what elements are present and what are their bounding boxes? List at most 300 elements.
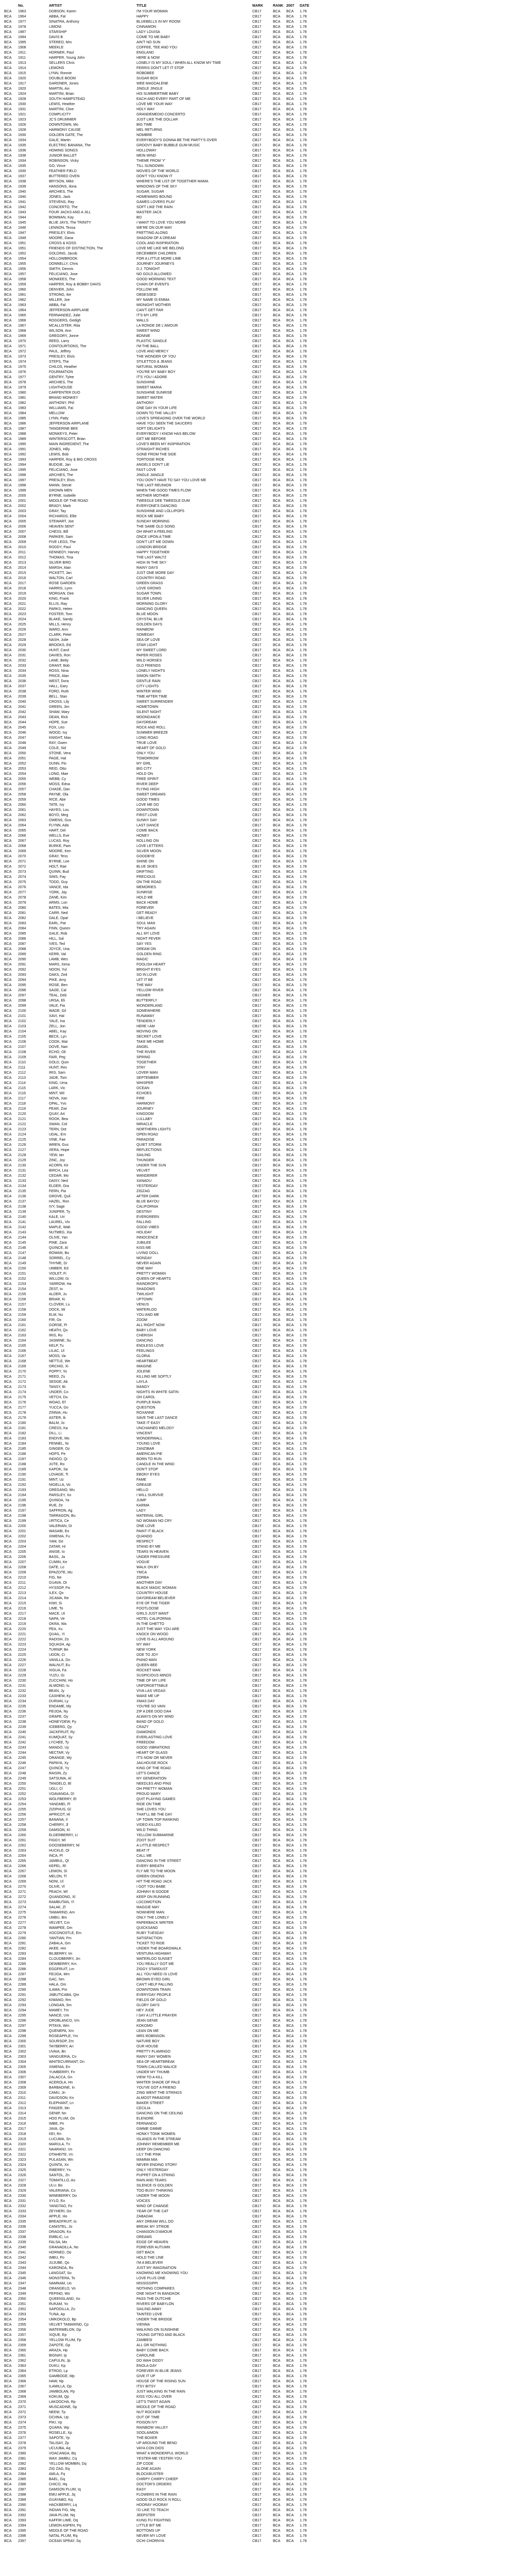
cell-artist: QUINCE, Al [49, 1246, 68, 1250]
cell-artist: JC'S DRUMMER [49, 118, 77, 122]
cell-date: 1.78 [300, 1458, 307, 1461]
cell-mark: CB17 [252, 2112, 262, 2115]
cell-no: 1968 [18, 329, 26, 333]
cell-title: SPRING [136, 1056, 150, 1059]
cell-date: 1.78 [300, 2086, 307, 2090]
cell-year: BCA [286, 195, 294, 199]
cell-year: BCA [286, 92, 294, 96]
table-row [4, 1313, 514, 1318]
cell-label: BCA [4, 1282, 12, 1286]
cell-no: 2077 [18, 891, 26, 894]
cell-label: BCA [4, 2029, 12, 2033]
cell-rank: BCA [273, 36, 281, 39]
cell-label: BCA [4, 2472, 12, 2476]
cell-year: BCA [286, 2318, 294, 2321]
cell-title: FOREVER [136, 906, 154, 910]
cell-label: BCA [4, 453, 12, 456]
cell-rank: BCA [273, 690, 281, 693]
cell-rank: BCA [273, 1998, 281, 2002]
cell-title: VENUS [136, 1303, 149, 1307]
cell-title: YESTER-ME YESTER-YOU [136, 2457, 182, 2461]
cell-artist: CAPULIN, Jp [49, 2359, 71, 2363]
cell-mark: CB17 [252, 123, 262, 127]
cell-label: BCA [4, 2148, 12, 2151]
cell-no: 2248 [18, 1772, 26, 1775]
table-row [4, 1570, 514, 1575]
cell-title: MAMMA MIA [136, 2158, 158, 2162]
cell-rank: BCA [273, 2261, 281, 2265]
cell-artist: CROSS & KOSS [49, 242, 76, 245]
cell-year: BCA [286, 860, 294, 863]
table-row [4, 1426, 514, 1431]
cell-artist: OLIVE, Vl [49, 1885, 65, 1889]
cell-date: 1.78 [300, 2127, 307, 2131]
cell-rank: BCA [273, 2308, 281, 2311]
cell-artist: PINE, Zara [49, 1241, 67, 1245]
cell-year: BCA [286, 499, 294, 503]
cell-artist: ROOK, Bea [49, 1117, 68, 1121]
cell-artist: KALE, Uri [49, 1215, 65, 1219]
cell-artist: DOVE, Nan [49, 1045, 68, 1049]
cell-rank: BCA [273, 1488, 281, 1492]
cell-date: 1.78 [300, 370, 307, 374]
cell-title: LADY [136, 1509, 146, 1513]
table-row [4, 360, 514, 365]
cell-label: BCA [4, 1499, 12, 1502]
cell-title: LONELY IS MY SOUL / WHEN ALL KNOW MY TIME [136, 61, 221, 65]
cell-date: 1.78 [300, 453, 307, 456]
cell-rank: BCA [273, 1653, 281, 1657]
cell-no: 2348 [18, 2287, 26, 2291]
cell-year: BCA [286, 2163, 294, 2167]
cell-mark: CB17 [252, 1056, 262, 1059]
cell-date: 1.78 [300, 1432, 307, 1435]
cell-year: BCA [286, 1607, 294, 1611]
cell-rank: BCA [273, 808, 281, 812]
cell-rank: BCA [273, 2256, 281, 2260]
cell-artist: PARKER, Sam [49, 535, 73, 539]
cell-title: CRYSTAL BLUE [136, 618, 163, 621]
cell-artist: WALTON, Carl [49, 577, 73, 580]
table-row [4, 1091, 514, 1096]
cell-date: 1.78 [300, 690, 307, 693]
cell-label: BCA [4, 473, 12, 477]
cell-rank: BCA [273, 1478, 281, 1482]
cell-artist: FRIENDS OF DISTINCTION, The [49, 247, 103, 250]
cell-label: BCA [4, 566, 12, 570]
cell-mark: CB17 [252, 2065, 262, 2069]
cell-title: JOURNEY JOURNEYS [136, 262, 175, 266]
cell-rank: BCA [273, 1251, 281, 1255]
cell-mark: CB17 [252, 2452, 262, 2455]
cell-title: DANCING IN THE STREET [136, 1859, 181, 1863]
cell-artist: STARSHIP [49, 30, 67, 34]
cell-rank: BCA [273, 236, 281, 240]
cell-date: 1.78 [300, 2153, 307, 2157]
cell-label: BCA [4, 1901, 12, 1904]
cell-label: BCA [4, 1056, 12, 1059]
cell-no: 2265 [18, 1859, 26, 1863]
table-row [4, 76, 514, 81]
table-row [4, 1493, 514, 1498]
cell-title: FREE SPIRIT [136, 777, 159, 781]
cell-label: BCA [4, 850, 12, 853]
cell-no: 1958 [18, 278, 26, 281]
cell-title: EYE OF THE TIGER [136, 1602, 170, 1605]
cell-rank: BCA [273, 1282, 281, 1286]
cell-title: GLORY DAYS [136, 2004, 160, 2007]
cell-mark: CB17 [252, 1756, 262, 1760]
cell-label: BCA [4, 834, 12, 838]
cell-label: BCA [4, 1030, 12, 1033]
table-row [4, 2235, 514, 2240]
cell-label: BCA [4, 226, 12, 230]
table-row [4, 1575, 514, 1581]
cell-artist: TOMATILLO, Ao [49, 2179, 76, 2182]
cell-artist: ENDAME, My [49, 1705, 72, 1708]
table-row [4, 1483, 514, 1488]
cell-mark: CB17 [252, 257, 262, 261]
cell-year: BCA [286, 1854, 294, 1858]
cell-label: BCA [4, 2261, 12, 2265]
cell-title: LET IT BE [136, 978, 153, 982]
cell-artist: HOG PLUM, On [49, 2117, 75, 2121]
cell-no: 2292 [18, 1998, 26, 2002]
table-row [4, 1436, 514, 1442]
cell-rank: BCA [273, 1226, 281, 1229]
cell-date: 1.78 [300, 922, 307, 925]
table-row [4, 45, 514, 50]
cell-no: 2293 [18, 2004, 26, 2007]
cell-artist: MAPLE, Walt [49, 1226, 71, 1229]
cell-title: FOREVER IN BLUE JEANS [136, 2369, 182, 2373]
cell-date: 1.78 [300, 1926, 307, 1930]
cell-date: 1.78 [300, 1988, 307, 1992]
cell-rank: BCA [273, 448, 281, 451]
cell-date: 1.78 [300, 1942, 307, 1945]
cell-label: BCA [4, 1761, 12, 1765]
cell-date: 1.78 [300, 1998, 307, 2002]
cell-label: BCA [4, 2539, 12, 2543]
cell-title: DOWNTOWN TRAIN [136, 1988, 171, 1992]
cell-mark: CB17 [252, 906, 262, 910]
table-row [4, 2431, 514, 2436]
cell-mark: CB17 [252, 412, 262, 415]
cell-artist: NONI, Ul [49, 1880, 63, 1884]
cell-no: 2144 [18, 1236, 26, 1240]
cell-artist: ZELL, Jon [49, 1025, 65, 1028]
cell-label: BCA [4, 242, 12, 245]
cell-title: KNOCK ON WOOD [136, 1633, 168, 1636]
table-row [4, 2302, 514, 2307]
cell-label: BCA [4, 2462, 12, 2466]
cell-year: BCA [286, 1365, 294, 1368]
cell-title: LAST DANCE [136, 824, 159, 827]
cell-date: 1.78 [300, 2364, 307, 2368]
cell-artist: OLIVE, Yan [49, 1236, 68, 1240]
cell-mark: CB17 [252, 1221, 262, 1224]
cell-year: BCA [286, 932, 294, 936]
cell-title: JUST LIKE THE DOLLAR [136, 118, 178, 122]
cell-mark: CB17 [252, 72, 262, 75]
cell-mark: CB17 [252, 1324, 262, 1327]
table-row [4, 761, 514, 767]
cell-artist: RICHARDS, Ellie [49, 515, 77, 518]
cell-artist: LIME, To [49, 1607, 63, 1611]
cell-rank: BCA [273, 87, 281, 91]
cell-no: 2236 [18, 1710, 26, 1714]
cell-artist: MARTIN, Avi [49, 87, 70, 91]
cell-label: BCA [4, 1854, 12, 1858]
cell-rank: BCA [273, 1123, 281, 1126]
table-row [4, 901, 514, 906]
cell-label: BCA [4, 1555, 12, 1559]
cell-year: BCA [286, 880, 294, 884]
cell-title: ON THE ROAD [136, 880, 162, 884]
cell-year: BCA [286, 288, 294, 292]
cell-artist: URTICA, Ce [49, 1519, 69, 1523]
cell-artist: WILLIAMS, Fai [49, 406, 74, 410]
table-row [4, 705, 514, 710]
cell-title: GOOD TIMES [136, 798, 160, 802]
cell-year: BCA [286, 1148, 294, 1152]
cell-title: WONDERLAND [136, 1004, 163, 1008]
cell-rank: BCA [273, 1715, 281, 1719]
cell-year: BCA [286, 2380, 294, 2383]
cell-artist: SMITH, Dennis [49, 267, 74, 271]
table-row [4, 1246, 514, 1251]
cell-year: BCA [286, 319, 294, 323]
cell-title: NATURE BOY [136, 2040, 160, 2043]
cell-no: 2217 [18, 1612, 26, 1616]
cell-rank: BCA [273, 906, 281, 910]
cell-mark: CB17 [252, 2292, 262, 2296]
cell-date: 1.78 [300, 911, 307, 915]
cell-rank: BCA [273, 2509, 281, 2512]
cell-artist: JACKFRUIT, Ry [49, 1731, 75, 1734]
table-row [4, 1684, 514, 1689]
cell-artist: WAMPEE, Dm [49, 1926, 73, 1930]
cell-year: BCA [286, 1545, 294, 1549]
cell-no: 2270 [18, 1885, 26, 1889]
cell-no: 2396 [18, 2534, 26, 2538]
cell-mark: CB17 [252, 2251, 262, 2255]
cell-artist: XAVI, Hal [49, 1014, 64, 1018]
cell-year: BCA [286, 103, 294, 106]
cell-no: 2142 [18, 1226, 26, 1229]
cell-date: 1.78 [300, 87, 307, 91]
cell-mark: CB17 [252, 319, 262, 323]
cell-mark: CB17 [252, 1231, 262, 1234]
cell-date: 1.78 [300, 1875, 307, 1878]
cell-mark: CB17 [252, 1040, 262, 1044]
cell-mark: CB17 [252, 1504, 262, 1507]
table-row [4, 519, 514, 524]
cell-artist: JOYCE, Una [49, 947, 70, 951]
cell-date: 1.78 [300, 2065, 307, 2069]
table-row [4, 2286, 514, 2292]
cell-rank: BCA [273, 1524, 281, 1528]
cell-no: 2301 [18, 2045, 26, 2048]
cell-year: BCA [286, 772, 294, 776]
cell-title: WALK ON BY [136, 1566, 159, 1569]
cell-year: BCA [286, 1777, 294, 1781]
cell-rank: BCA [273, 1190, 281, 1193]
cell-no: 1961 [18, 293, 26, 297]
cell-rank: BCA [273, 2004, 281, 2007]
cell-date: 1.78 [300, 1782, 307, 1786]
cell-date: 1.78 [300, 360, 307, 364]
cell-mark: CB17 [252, 1334, 262, 1337]
cell-date: 1.78 [300, 2009, 307, 2012]
cell-label: BCA [4, 1612, 12, 1616]
cell-artist: LARK, Vic [49, 1087, 65, 1090]
cell-no: 1934 [18, 159, 26, 163]
table-row [4, 849, 514, 854]
table-row [4, 2292, 514, 2297]
cell-rank: BCA [273, 1617, 281, 1621]
cell-date: 1.78 [300, 1962, 307, 1966]
cell-title: BROWN EYED GIRL [136, 1978, 171, 1981]
cell-label: BCA [4, 1045, 12, 1049]
cell-label: BCA [4, 2014, 12, 2018]
cell-artist: YALE, Ina [49, 1020, 65, 1023]
cell-label: BCA [4, 690, 12, 693]
cell-rank: BCA [273, 1669, 281, 1672]
cell-rank: BCA [273, 582, 281, 585]
column-mark: MARK [252, 4, 263, 8]
cell-no: 2283 [18, 1952, 26, 1956]
cell-artist: CONCERTO, The [49, 206, 78, 209]
cell-mark: CB17 [252, 1803, 262, 1806]
table-row [4, 2173, 514, 2178]
cell-title: IN THE GHETTO [136, 1622, 164, 1626]
cell-mark: CB17 [252, 700, 262, 704]
cell-artist: LOVAGE, Ti [49, 1473, 68, 1477]
cell-year: BCA [286, 278, 294, 281]
cell-date: 1.78 [300, 66, 307, 70]
table-row [4, 30, 514, 35]
cell-mark: CB17 [252, 154, 262, 158]
cell-label: BCA [4, 2349, 12, 2352]
cell-no: 1970 [18, 340, 26, 343]
cell-title: ROCKET MAN [136, 1669, 161, 1672]
cell-date: 1.78 [300, 2112, 307, 2115]
cell-title: THE BOXER [136, 2436, 158, 2440]
cell-title: ZING WENT THE STRINGS [136, 2091, 182, 2095]
cell-artist: PIKE, Amy [49, 978, 66, 982]
cell-rank: BCA [273, 618, 281, 621]
cell-label: BCA [4, 247, 12, 250]
cell-rank: BCA [273, 195, 281, 199]
table-row [4, 2055, 514, 2060]
cell-mark: CB17 [252, 1633, 262, 1636]
cell-year: BCA [286, 1040, 294, 1044]
cell-no: 2258 [18, 1823, 26, 1827]
cell-title: QUEEN OF HEARTS [136, 1277, 171, 1281]
cell-mark: CB17 [252, 82, 262, 86]
cell-year: BCA [286, 391, 294, 395]
cell-artist: KELP, Tu [49, 1344, 64, 1348]
cell-rank: BCA [273, 649, 281, 652]
cell-year: BCA [286, 2313, 294, 2316]
table-row [4, 354, 514, 360]
cell-artist: BEAN, Jy [49, 1689, 64, 1693]
cell-no: 2326 [18, 2174, 26, 2177]
cell-title: NO GOLD ALLOWED [136, 273, 172, 276]
cell-year: BCA [286, 15, 294, 19]
table-row [4, 1792, 514, 1797]
cell-artist: HAYES, Lou [49, 808, 69, 812]
cell-rank: BCA [273, 1112, 281, 1116]
cell-mark: CB17 [252, 540, 262, 544]
cell-mark: CB17 [252, 334, 262, 338]
cell-artist: ILEX, Qo [49, 1591, 64, 1595]
cell-year: BCA [286, 1617, 294, 1621]
cell-date: 1.78 [300, 1653, 307, 1657]
cell-title: LOVE LETTERS [136, 844, 164, 848]
cell-rank: BCA [273, 767, 281, 771]
cell-date: 1.78 [300, 963, 307, 967]
cell-title: YOUNG GIFTED AND BLACK [136, 2333, 185, 2337]
cell-date: 1.78 [300, 82, 307, 86]
cell-no: 2053 [18, 767, 26, 771]
cell-title: SOFT LIKE THE RAIN [136, 206, 173, 209]
table-row [4, 870, 514, 875]
cell-no: 2391 [18, 2509, 26, 2512]
cell-date: 1.78 [300, 236, 307, 240]
cell-rank: BCA [273, 391, 281, 395]
cell-label: BCA [4, 870, 12, 874]
table-row [4, 1751, 514, 1756]
cell-date: 1.78 [300, 1298, 307, 1301]
table-row [4, 2364, 514, 2369]
cell-no: 2175 [18, 1396, 26, 1399]
cell-title: THE LAST REUNION [136, 484, 171, 487]
cell-label: BCA [4, 2266, 12, 2270]
cell-year: BCA [286, 2158, 294, 2162]
cell-year: BCA [286, 1591, 294, 1595]
table-row [4, 1472, 514, 1478]
cell-label: BCA [4, 221, 12, 225]
cell-year: BCA [286, 896, 294, 900]
cell-year: BCA [286, 1906, 294, 1909]
cell-mark: CB17 [252, 2117, 262, 2121]
table-row [4, 488, 514, 494]
table-row [4, 545, 514, 550]
cell-rank: BCA [273, 149, 281, 152]
cell-label: BCA [4, 1241, 12, 1245]
cell-label: BCA [4, 947, 12, 951]
table-row [4, 1215, 514, 1220]
cell-title: LOVE IS ALL AROUND [136, 1638, 174, 1641]
table-row [4, 1509, 514, 1514]
cell-no: 2319 [18, 2138, 26, 2141]
table-row [4, 1555, 514, 1560]
cell-mark: CB17 [252, 1865, 262, 1868]
table-row [4, 2116, 514, 2122]
table-row [4, 2250, 514, 2256]
table-row [4, 1854, 514, 1859]
cell-date: 1.78 [300, 2148, 307, 2151]
cell-no: 2161 [18, 1324, 26, 1327]
cell-mark: CB17 [252, 690, 262, 693]
table-row [4, 97, 514, 102]
cell-date: 1.78 [300, 860, 307, 863]
cell-no: 2362 [18, 2359, 26, 2363]
cell-year: BCA [286, 2369, 294, 2373]
table-row [4, 2307, 514, 2312]
